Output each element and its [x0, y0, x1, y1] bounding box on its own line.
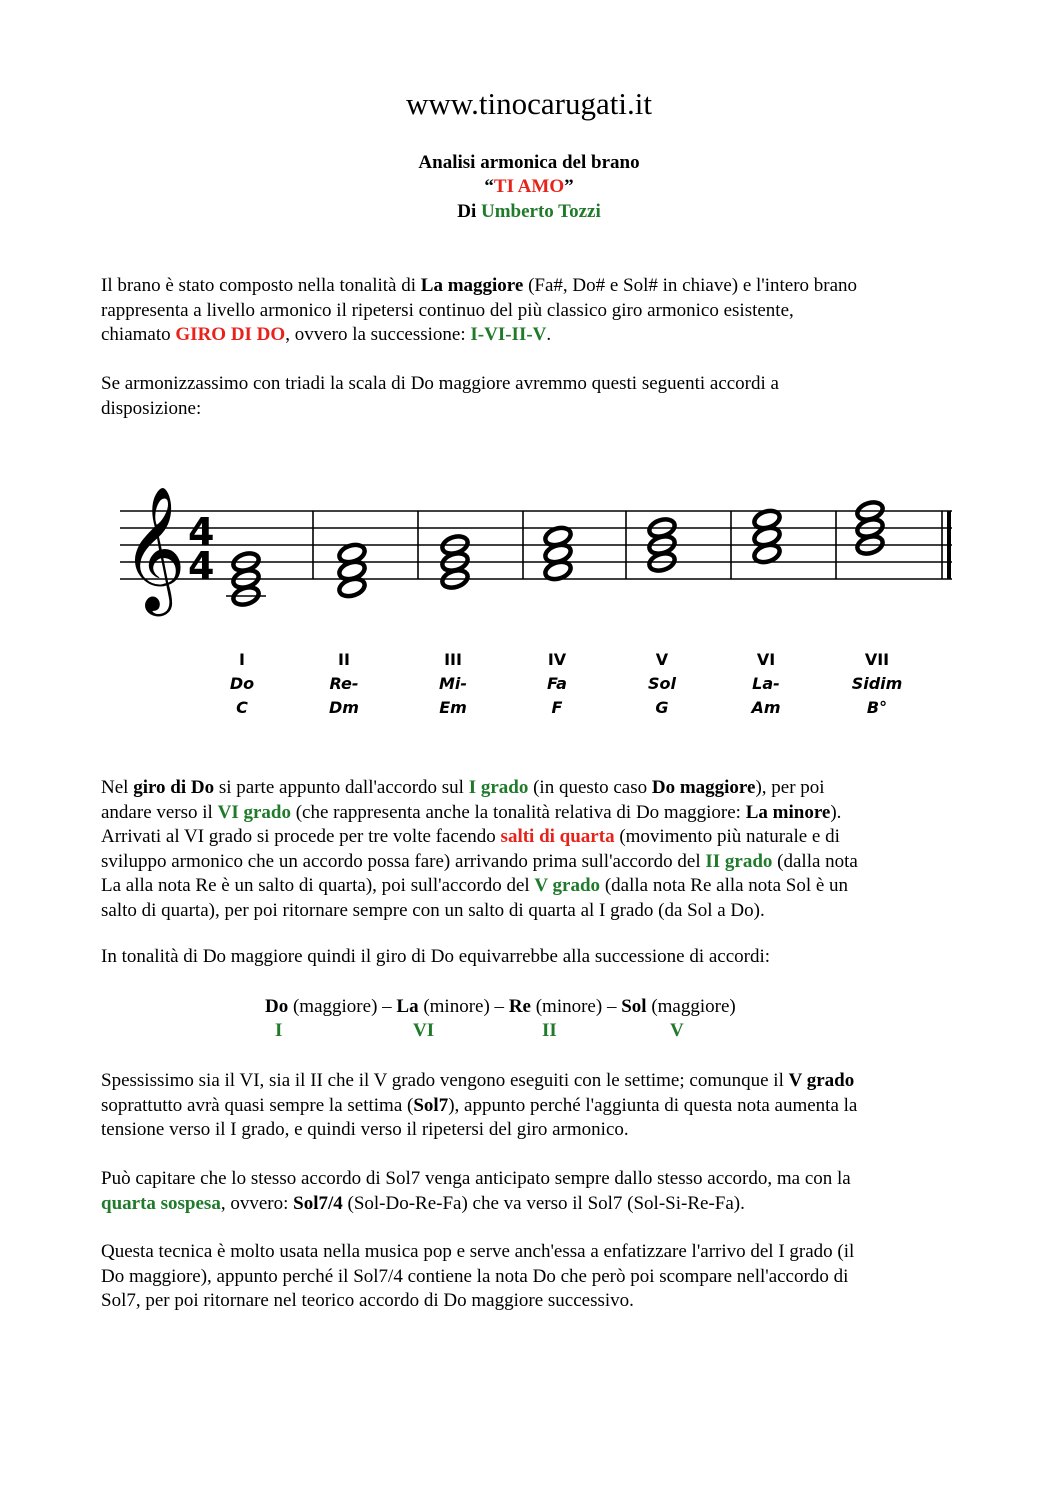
term: La minore	[745, 801, 831, 823]
text: (dalla nota Re alla nota Sol è un	[600, 875, 849, 897]
song-title-text: TI AMO	[493, 176, 565, 197]
text: ).	[830, 801, 842, 823]
text: salto di quarta), per poi ritornare sempre con un salto di quarta al I grado (da Sol a Do).	[101, 899, 765, 921]
text: Può capitare che lo stesso accordo di Sol7 venga anticipato sempre dallo stesso accordo, ma con la	[101, 1168, 851, 1189]
degree-column	[726, 648, 806, 720]
text: In tonalità di Do maggiore quindi il giro di Do equivarrebbe alla successione di accordi:	[101, 946, 771, 967]
degree-it: Fa	[547, 674, 567, 693]
text: Arrivati al VI grado si procede per tre volte facendo	[101, 826, 501, 848]
text: (maggiore)	[646, 996, 736, 1017]
degree-it: Re-	[329, 674, 359, 693]
site-url: www.tinocarugati.it	[406, 86, 652, 121]
chord: La	[396, 996, 419, 1017]
text: .	[546, 324, 552, 346]
text: (Sol-Do-Re-Fa) che va verso il Sol7 (Sol-Si-Re-Fa).	[342, 1192, 745, 1214]
text: andare verso il	[101, 801, 218, 823]
degree-column	[517, 648, 597, 720]
roman-i: I	[275, 1020, 283, 1041]
degree-en: Am	[751, 698, 781, 717]
text: Do maggiore), appunto perché il Sol7/4 contiene la nota Do che però poi scompare nell'accordo di	[101, 1265, 849, 1287]
degree-roman: IV	[547, 650, 567, 669]
roman-ii: II	[542, 1020, 557, 1041]
text: ), per poi	[755, 777, 825, 798]
term: Sol7	[413, 1094, 449, 1116]
key-name: La maggiore	[420, 275, 524, 296]
degree-it: La-	[752, 674, 780, 693]
time-signature-bottom: 4	[188, 544, 215, 588]
text: (Fa#, Do# e Sol# in chiave) e l'intero brano	[523, 275, 858, 296]
quote-open: “	[484, 176, 494, 197]
progression-label: I-VI-II-V	[470, 324, 547, 346]
time-signature-top: 4	[188, 510, 215, 554]
paragraph-harmonize	[101, 372, 971, 421]
term: V grado	[534, 875, 601, 897]
text: (che rappresenta anche la tonalità relativa di Do maggiore:	[290, 801, 746, 823]
paragraph-giro	[101, 776, 971, 924]
degree-it: Do	[229, 674, 255, 693]
term: Do maggiore	[651, 777, 756, 798]
treble-clef-icon: 𝄞	[122, 486, 186, 611]
term: II grado	[705, 850, 773, 872]
degree-it: Sol	[648, 674, 676, 693]
degree-it: Mi-	[438, 674, 468, 693]
text: disposizione:	[101, 397, 202, 419]
text: Sol7, per poi ritornare nel teorico accordo di Do maggiore successivo.	[101, 1290, 634, 1312]
paragraph-sevenths	[101, 1069, 971, 1143]
text: Nel	[101, 777, 134, 798]
degree-en: Em	[439, 698, 467, 717]
paragraph-key	[101, 274, 971, 348]
staff-notation	[0, 460, 1058, 620]
text: sviluppo armonico che un accordo possa fare) arrivando prima sull'accordo del	[101, 850, 706, 872]
chord: Sol	[621, 996, 647, 1017]
text: (minore) –	[418, 996, 509, 1017]
text: (movimento più naturale e di	[614, 826, 840, 848]
degree-roman: III	[444, 650, 462, 669]
text: , ovvero:	[220, 1192, 294, 1214]
degree-column	[202, 648, 282, 720]
degree-en: F	[551, 698, 563, 717]
term: VI grado	[217, 801, 291, 823]
term: V grado	[788, 1070, 855, 1091]
paragraph-sus4	[101, 1167, 971, 1216]
author-line	[0, 201, 1058, 223]
degree-roman: I	[239, 650, 245, 669]
degree-roman: V	[655, 650, 669, 669]
text: (minore) –	[530, 996, 622, 1017]
degree-en: C	[236, 698, 248, 717]
chord-notes	[226, 499, 885, 607]
term: quarta sospesa	[101, 1192, 221, 1214]
term: giro di Do	[133, 777, 215, 798]
paragraph-technique	[101, 1240, 971, 1314]
text: Se armonizzassimo con triadi la scala di Do maggiore avremmo questi seguenti accordi a	[101, 373, 779, 394]
degree-column	[622, 648, 702, 720]
term: I grado	[468, 777, 529, 798]
degree-it: Sidim	[851, 674, 903, 693]
text: rappresenta a livello armonico il ripetersi continuo del più classico giro armonico esistente,	[101, 299, 794, 321]
by-label: Di	[457, 201, 477, 222]
degree-roman: II	[338, 650, 350, 669]
text: (dalla nota	[772, 850, 858, 872]
roman-v: V	[670, 1020, 684, 1041]
degree-en: G	[655, 698, 669, 717]
text: tensione verso il I grado, e quindi verso il ripetersi del giro armonico.	[101, 1119, 629, 1141]
degree-en: Dm	[329, 698, 359, 717]
text: ), appunto perché l'aggiunta di questa nota aumenta la	[448, 1094, 858, 1116]
degree-en: B°	[866, 698, 888, 717]
song-title	[0, 176, 1058, 198]
term: salti di quarta	[500, 826, 615, 848]
chord-progression-formula	[265, 995, 736, 1020]
text: si parte appunto dall'accordo sul	[214, 777, 469, 798]
author-name: Umberto Tozzi	[480, 201, 601, 222]
degree-column	[837, 648, 917, 720]
text: Questa tecnica è molto usata nella musica pop e serve anch'essa a enfatizzare l'arrivo del I grado (il	[101, 1241, 855, 1262]
chord: Re	[508, 996, 531, 1017]
analysis-heading: Analisi armonica del brano	[418, 152, 640, 173]
text: (maggiore) –	[288, 996, 397, 1017]
degree-roman: VII	[864, 650, 890, 669]
roman-vi: VI	[413, 1020, 435, 1041]
text: soprattutto avrà quasi sempre la settima (	[101, 1094, 414, 1116]
text: (in questo caso	[528, 777, 652, 798]
chord: Do	[265, 996, 289, 1017]
degree-column	[304, 648, 384, 720]
quote-close: ”	[564, 176, 574, 197]
term: Sol7/4	[293, 1192, 343, 1214]
text: , ovvero la successione:	[285, 324, 471, 346]
giro-di-do-label: GIRO DI DO	[175, 324, 286, 346]
text: La alla nota Re è un salto di quarta), poi sull'accordo del	[101, 875, 535, 897]
text: Il brano è stato composto nella tonalità di	[101, 275, 421, 296]
text: chiamato	[101, 324, 176, 346]
degree-roman: VI	[756, 650, 776, 669]
degree-column	[413, 648, 493, 720]
text: Spessissimo sia il VI, sia il II che il V grado vengono eseguiti con le settime; comunque il	[101, 1070, 789, 1091]
paragraph-tonality	[101, 945, 971, 970]
